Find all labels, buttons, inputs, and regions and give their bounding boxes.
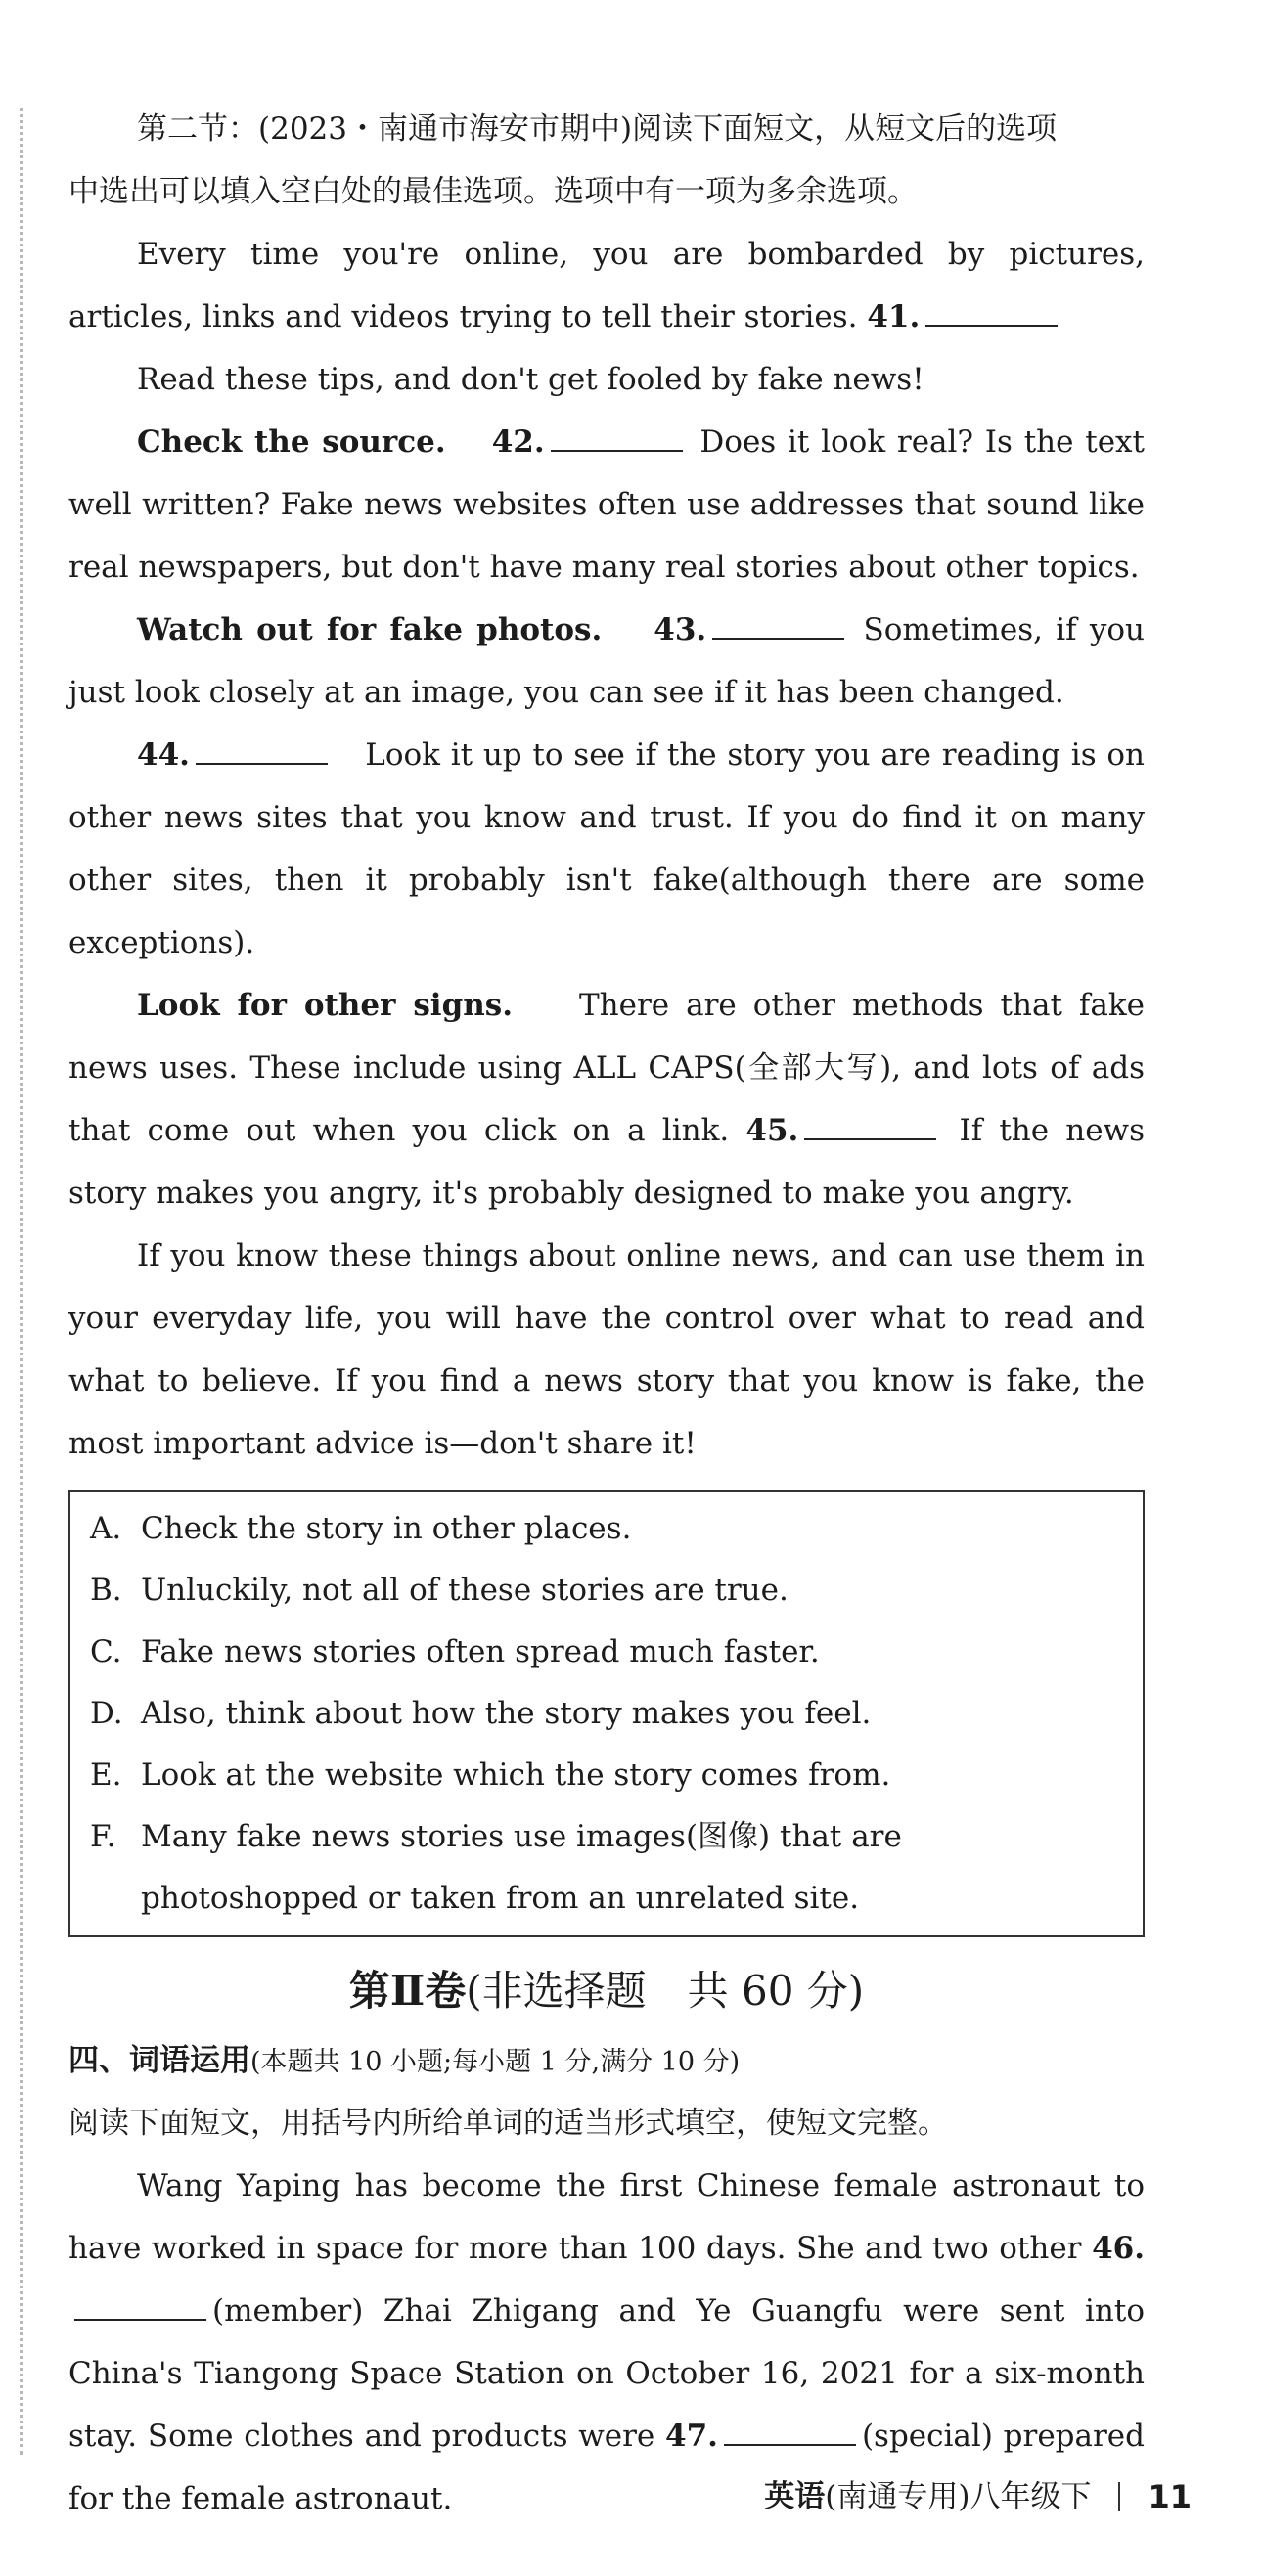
question-number-44: 44. xyxy=(137,737,190,773)
section4-heading xyxy=(68,2031,1145,2092)
question-number-42: 42. xyxy=(491,424,545,460)
part2-title-sub: (非选择题 共 60 分) xyxy=(466,1967,865,2015)
question-number-47: 47. xyxy=(665,2419,718,2454)
option-e[interactable]: E. Look at the website which the story comes from. xyxy=(90,1757,891,1793)
answer-blank-47[interactable] xyxy=(724,2419,856,2446)
subheading-fake-photos: Watch out for fake photos. xyxy=(137,612,603,647)
subheading-check-source: Check the source. xyxy=(137,424,446,460)
part2-title-main: 第Ⅱ卷 xyxy=(348,1967,467,2015)
option-a[interactable]: A. Check the story in other places. xyxy=(90,1511,632,1546)
page-number: 11 xyxy=(1148,2478,1192,2515)
answer-blank-41[interactable] xyxy=(925,299,1058,327)
answer-blank-45[interactable] xyxy=(804,1113,936,1140)
passage-paragraph-5: 44. Look it up to see if the story you are reading is on other news sites that you know and trust. If you do find it on many other sites, then it probably isn't fake(although there are some exceptions). xyxy=(68,737,1145,960)
section2-intro xyxy=(68,98,1145,223)
answer-blank-44[interactable] xyxy=(196,737,328,765)
footer-book-title: 英语(南通专用)八年级下 xyxy=(764,2479,1092,2514)
answer-blank-42[interactable] xyxy=(551,424,683,452)
passage-paragraph-2: Read these tips, and don't get fooled by fake news! xyxy=(137,362,924,397)
question-number-41: 41. xyxy=(867,299,921,334)
question-number-43: 43. xyxy=(654,612,707,647)
passage-paragraph-1: Every time you're online, you are bombarded by pictures, articles, links and videos trying to tell their stories. 41. xyxy=(68,237,1145,334)
passage-paragraph-4: Watch out for fake photos. 43. Sometimes, if you just look closely at an image, you can see if it has been changed. xyxy=(68,612,1145,710)
binding-margin-dots xyxy=(20,108,23,2455)
option-f[interactable]: F. Many fake news stories use images(图像) that are photoshopped or taken from an unrelated site. xyxy=(90,1819,902,1916)
passage-paragraph-7: If you know these things about online news, and can use them in your everyday life, you will have the control over what to read and what to believe. If you find a news story that you know is fake, the most important advice is—don't share it! xyxy=(68,1238,1145,1461)
section2-intro-line1: 第二节：(2023・南通市海安市期中)阅读下面短文，从短文后的选项 xyxy=(137,111,1058,147)
option-d[interactable]: D. Also, think about how the story makes you feel. xyxy=(90,1696,872,1731)
question-number-46: 46. xyxy=(1092,2231,1146,2266)
subheading-other-signs: Look for other signs. xyxy=(137,988,514,1023)
option-c[interactable]: C. Fake news stories often spread much faster. xyxy=(90,1634,820,1669)
answer-blank-46[interactable] xyxy=(74,2293,206,2321)
question-number-45: 45. xyxy=(745,1113,799,1148)
option-b[interactable]: B. Unluckily, not all of these stories are true. xyxy=(90,1573,789,1608)
section4-instruction: 阅读下面短文，用括号内所给单词的适当形式填空，使短文完整。 xyxy=(68,2106,948,2141)
footer-divider xyxy=(1118,2482,1120,2511)
section4-heading-note: (本题共 10 小题;每小题 1 分,满分 10 分) xyxy=(250,2047,741,2077)
page-footer xyxy=(764,2472,1192,2521)
answer-blank-43[interactable] xyxy=(712,612,844,640)
passage-paragraph-6: Look for other signs. There are other methods that fake news uses. These include using ALL CAPS(全部大写), and lots of ads that come out when you click on a link. 45. If the news story makes you angry, it's probably designed to make you angry. xyxy=(68,988,1146,1211)
options-box xyxy=(68,1490,1145,1937)
passage-paragraph-3: Check the source. 42. Does it look real? Is the text well written? Fake news websites often use addresses that sound like real newspapers, but don't have many real stories about other topics. xyxy=(68,424,1145,585)
section4-paragraph: Wang Yaping has become the first Chinese female astronaut to have worked in space for more than 100 days. She and two other 46.(member) Zhai Zhigang and Ye Guangfu were sent into China's Tiangong Space Station on October 16, 2021 for a six-month stay. Some clothes and products were 47. (special) prepared for the female astronaut. xyxy=(68,2168,1146,2516)
section2-intro-line2: 中选出可以填入空白处的最佳选项。选项中有一项为多余选项。 xyxy=(68,174,918,209)
part2-title xyxy=(68,1957,1145,2025)
section4-heading-label: 四、词语运用 xyxy=(68,2043,250,2078)
page-content xyxy=(68,98,1145,2530)
